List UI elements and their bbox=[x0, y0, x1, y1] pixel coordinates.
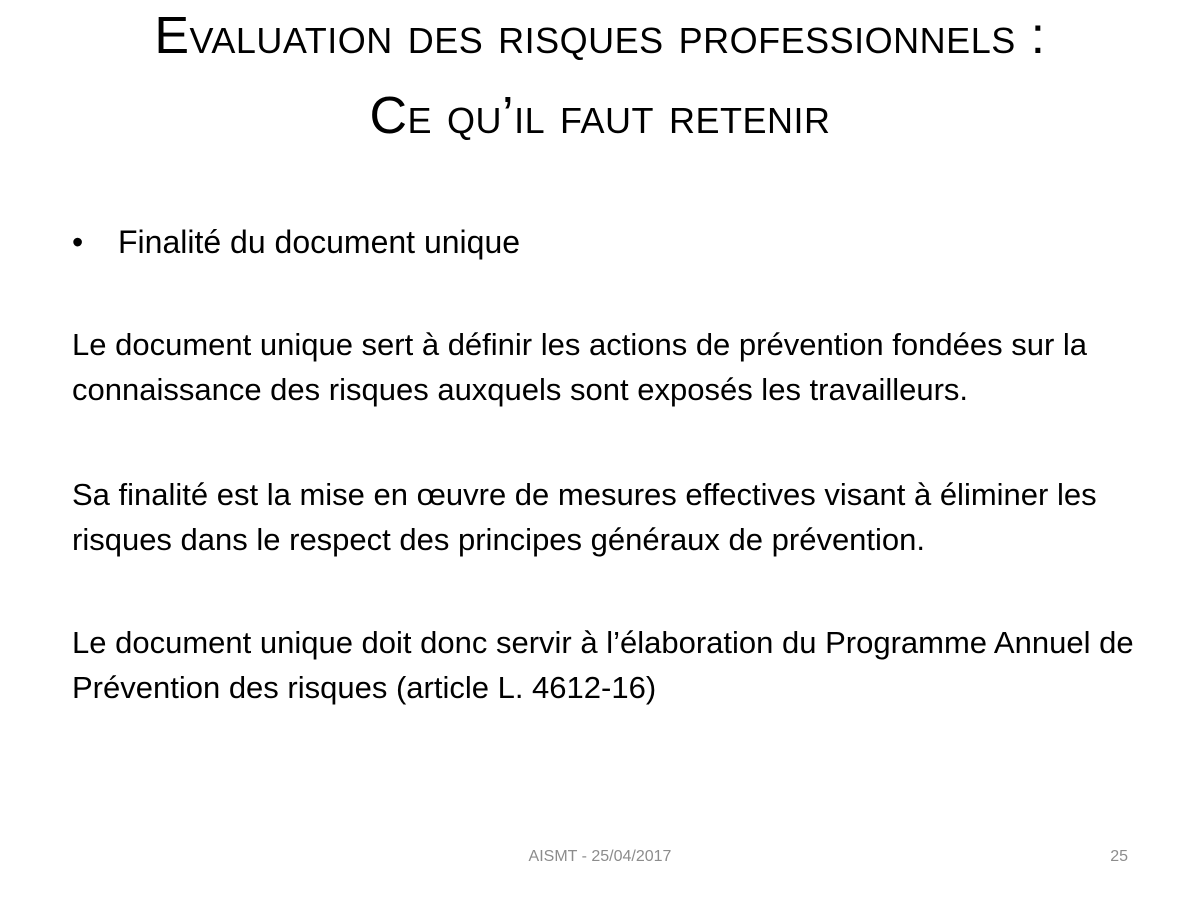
paragraph-program: Le document unique doit donc servir à l’élaboration du Programme Annuel de Prévention des risques (article L. 4612-16) bbox=[72, 625, 1134, 705]
paragraph-definition: Le document unique sert à définir les actions de prévention fondées sur la connaissance des risques auxquels sont exposés les travailleurs. bbox=[72, 327, 1088, 407]
slide-title bbox=[60, 0, 1140, 146]
paragraph-finality: Sa finalité est la mise en œuvre de mesures effectives visant à éliminer les risques dans le respect des principes généraux de prévention. bbox=[72, 477, 1097, 557]
page-number: 25 bbox=[1110, 848, 1128, 865]
slide-title-line-2: Ce qu’il faut retenir bbox=[369, 87, 831, 145]
slide-title-line-1: Evaluation des risques professionnels : bbox=[154, 7, 1046, 65]
bullet-item bbox=[72, 222, 520, 262]
bullet-symbol: • bbox=[72, 224, 84, 260]
footer-text: AISMT - 25/04/2017 bbox=[528, 848, 672, 865]
bullet-text: Finalité du document unique bbox=[118, 224, 521, 260]
